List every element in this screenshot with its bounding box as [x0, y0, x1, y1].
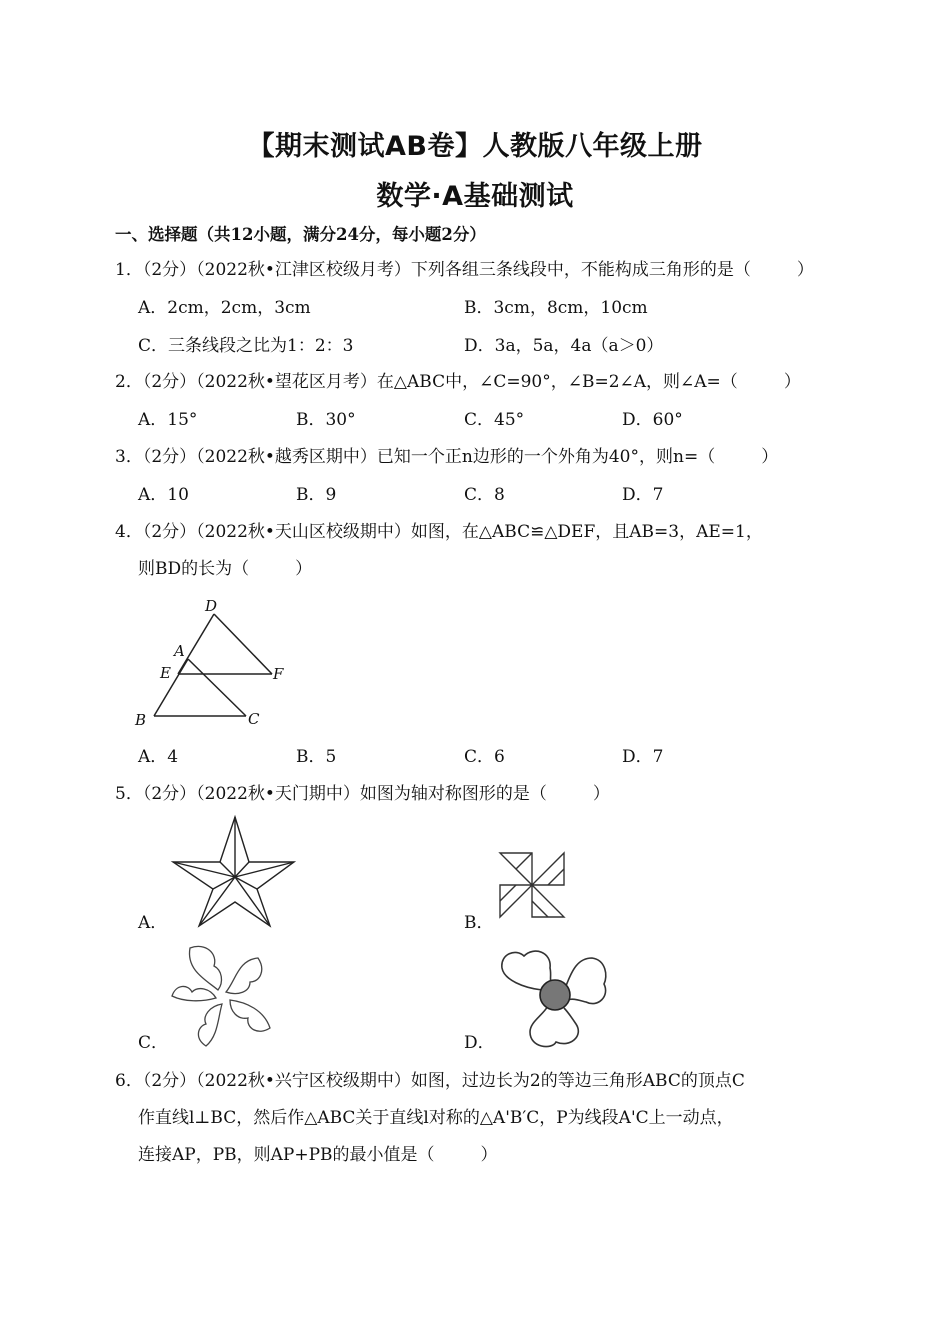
question-4-text2: 则BD的长为（ — [138, 559, 250, 579]
q3-option-c: C．8 — [464, 485, 505, 505]
question-4: 4．（2分）（2022秋•天山区校级期中）如图，在△ABC≌△DEF，且AB=3，AE=1， — [115, 522, 763, 542]
question-5 — [115, 783, 610, 805]
question-3-text: 3．（2分）（2022秋•越秀区期中）已知一个正n边形的一个外角为40°，则n=（ — [115, 447, 716, 467]
section-heading: 一、选择题（共12小题，满分24分，每小题2分） — [115, 225, 486, 244]
question-4-close: ） — [295, 559, 313, 579]
label-d: D — [205, 597, 218, 615]
q4-option-d: D．7 — [622, 747, 664, 767]
q5-option-c: C． — [138, 1033, 169, 1053]
edge-df — [214, 614, 272, 674]
fan-figure — [494, 940, 614, 1055]
star-figure — [170, 815, 300, 930]
pinwheel-figure — [496, 849, 576, 929]
question-5-text: 5．（2分）（2022秋•天门期中）如图为轴对称图形的是（ — [115, 784, 547, 804]
label-c: C — [248, 710, 260, 728]
question-2 — [115, 371, 801, 393]
q5-option-a: A． — [138, 913, 168, 933]
q1-option-d: D．3a，5a，4a（a＞0） — [464, 336, 664, 356]
question-6-line3 — [138, 1144, 498, 1166]
label-b: B — [135, 711, 147, 729]
label-f: F — [273, 665, 284, 683]
question-2-close: ） — [783, 372, 801, 392]
question-6-close: ） — [480, 1145, 498, 1165]
q4-option-c: C．6 — [464, 747, 505, 767]
triangle-figure — [130, 596, 300, 736]
question-1 — [115, 259, 814, 281]
q1-option-a: A．2cm，2cm，3cm — [138, 298, 311, 318]
fan-hub — [540, 980, 570, 1010]
q3-option-b: B．9 — [296, 485, 337, 505]
question-3-close: ） — [761, 447, 779, 467]
label-e: E — [160, 664, 171, 682]
edge-ac — [188, 659, 246, 716]
q3-option-d: D．7 — [622, 485, 664, 505]
q2-option-c: C．45° — [464, 410, 525, 430]
question-6: 6．（2分）（2022秋•兴宁区校级期中）如图，过边长为2的等边三角形ABC的顶点C — [115, 1071, 745, 1091]
question-6-line2: 作直线l⊥BC，然后作△ABC关于直线l对称的△A'B′C，P为线段A'C上一动点， — [138, 1108, 734, 1128]
question-2-text: 2．（2分）（2022秋•望花区月考）在△ABC中，∠C=90°，∠B=2∠A，则∠A=（ — [115, 372, 738, 392]
question-5-close: ） — [592, 784, 610, 804]
q2-option-d: D．60° — [622, 410, 683, 430]
q1-option-b: B．3cm，8cm，10cm — [464, 298, 648, 318]
question-4-cont — [138, 558, 312, 580]
q4-option-a: A．4 — [138, 747, 179, 767]
q5-option-b: B． — [464, 913, 494, 933]
label-a: A — [174, 642, 185, 660]
q2-option-b: B．30° — [296, 410, 356, 430]
q5-option-d: D． — [464, 1033, 495, 1053]
q3-option-a: A．10 — [138, 485, 189, 505]
question-3 — [115, 446, 778, 468]
petal-figure — [166, 940, 286, 1050]
q1-option-c: C．三条线段之比为1：2：3 — [138, 336, 354, 356]
page-subtitle: 数学·A基础测试 — [376, 181, 574, 212]
q2-option-a: A．15° — [138, 410, 198, 430]
q4-option-b: B．5 — [296, 747, 337, 767]
page-title: 【期末测试AB卷】人教版八年级上册 — [247, 131, 703, 162]
question-6-text3: 连接AP，PB，则AP+PB的最小值是（ — [138, 1145, 435, 1165]
question-1-text: 1．（2分）（2022秋•江津区校级月考）下列各组三条线段中，不能构成三角形的是（ — [115, 260, 751, 280]
question-1-close: ） — [796, 260, 814, 280]
